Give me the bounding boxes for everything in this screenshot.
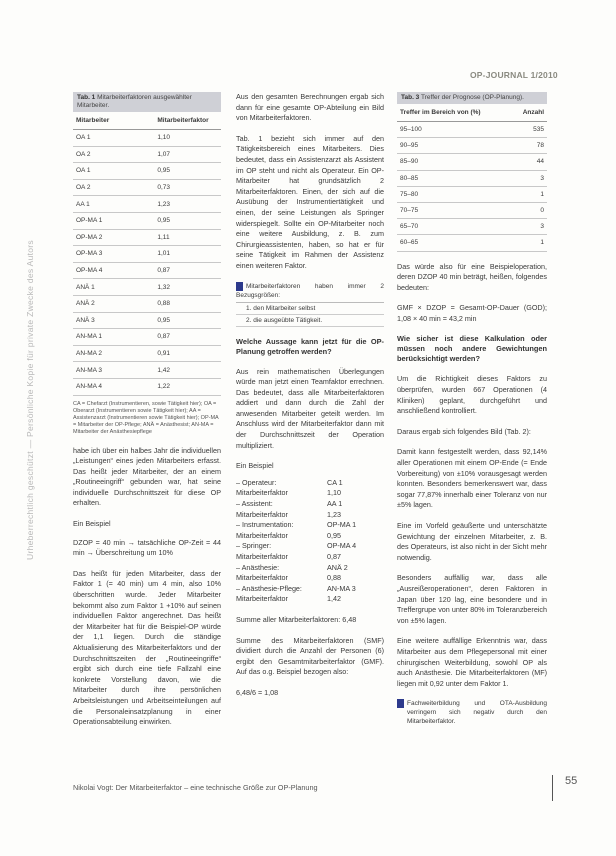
list-item [236, 552, 384, 563]
table-cell: 0,91 [154, 345, 221, 362]
page-number: 55 [565, 775, 578, 787]
team-role: Mitarbeiterfaktor [236, 594, 288, 604]
table-cell: OP-MA 3 [73, 246, 154, 263]
list-item [236, 541, 384, 552]
col3-formula: GMF × DZOP = Gesamt-OP-Dauer (GOD); 1,08 × 40 min = 43,2 min [397, 303, 547, 323]
team-role: Mitarbeiterfaktor [236, 573, 288, 583]
list-item [236, 594, 384, 605]
col3-paragraph: Besonders auffällig war, dass alle „Ausreißeroperationen“, deren Faktoren in Japan über 120 lag, eine besondere und in Treffergrupe von unter 80% im Toleranzbereich von ±5% lagen. [397, 573, 547, 625]
list-item [236, 531, 384, 542]
table-cell: 60–65 [397, 235, 511, 251]
table-cell: 80–85 [397, 170, 511, 186]
table-row [73, 362, 221, 379]
infobox-square-icon [236, 282, 243, 291]
table-cell: 3 [511, 219, 547, 235]
table-cell: 0,87 [154, 329, 221, 346]
column-1 [73, 92, 221, 738]
team-value: OP-MA 4 [327, 541, 357, 551]
infobox-square-icon [397, 699, 404, 708]
table-cell: ANÄ 3 [73, 312, 154, 329]
col1-paragraph: habe ich über ein halbes Jahr die individuellen „Leistungen“ eines jeden Mitarbeiters erfasst. Das heißt jeder Mitarbeiter, der an einem „Routineeingriff“ gebunden war, hat seine individuelle Durchschnittszeit für diese OP erhalten. [73, 445, 221, 508]
table-cell: 65–70 [397, 219, 511, 235]
team-role: Mitarbeiterfaktor [236, 552, 288, 561]
table-row [73, 378, 221, 395]
table-row [73, 345, 221, 362]
table-cell: AN-MA 1 [73, 329, 154, 346]
table-row [73, 295, 221, 312]
table-row [397, 138, 547, 154]
table1-label: Tab. 1 [77, 94, 96, 101]
col1-body [73, 446, 221, 728]
table1-title [73, 92, 221, 112]
table-cell: 1,07 [154, 146, 221, 163]
list-item [236, 584, 384, 595]
col3-paragraph: Eine weitere auffällige Erkenntnis war, dass Mitarbeiter aus dem Pflegepersonal mit einer chirurgischen Weiterbildung, sowohl OP als auch Anästhesie. Die Mitarbeiterfaktoren (MF) liegen mit 0,92 unter dem Faktor 1. [397, 636, 547, 688]
table-cell: 1,10 [154, 130, 221, 147]
table-cell: 1,23 [154, 196, 221, 213]
col3-paragraph: Damit kann festgestellt werden, dass 92,14% aller Operationen mit einem OP-Ende (= Ende Vorbereitung) von ±10% vorausgesagt werden konnten. Besonders bemerkenswert war, dass sogar 77,87% innerhalb einer Toleranz von nur ±5% lagen. [397, 447, 547, 510]
table-row [73, 146, 221, 163]
list-item [236, 488, 384, 499]
table-cell: ANÄ 1 [73, 279, 154, 296]
team-list [236, 478, 384, 605]
table1-caption: Mitarbeiterfaktoren ausgewählter Mitarbeiter. [77, 94, 192, 109]
col2-paragraph: Summe des Mitarbeiterfaktoren (SMF) dividiert durch die Anzahl der Personen (6) ergibt den Gesamtmitarbeiterfaktor (GMF). Auf das o.g. Beispiel bezogen also: [236, 635, 384, 677]
table-cell: OA 1 [73, 130, 154, 147]
col1-example-text: DZOP = 40 min → tatsächliche OP-Zeit = 44 min → Überschreitung um 10% [73, 537, 221, 558]
list-item [236, 499, 384, 510]
table-cell: OA 1 [73, 163, 154, 180]
col3-infobox-text: Fachweiterbildung und OTA-Ausbildung verringern sich negativ durch den Mitarbeiterfaktor. [407, 700, 547, 726]
table-cell: OP-MA 4 [73, 262, 154, 279]
table1-header: Mitarbeiterfaktor [154, 112, 221, 130]
table-cell: OA 2 [73, 146, 154, 163]
side-watermark: Urheberrechtlich geschützt — Persönliche Kopie für private Zwecke des Autors [25, 240, 35, 560]
table-row [73, 279, 221, 296]
table-cell: 95–100 [397, 122, 511, 138]
table-cell: 3 [511, 170, 547, 186]
table-cell: ANÄ 2 [73, 295, 154, 312]
table-cell: AN-MA 2 [73, 345, 154, 362]
table-cell: 1,11 [154, 229, 221, 246]
col2-heading: Welche Aussage kann jetzt für die OP-Planung getroffen werden? [236, 336, 384, 356]
team-value: ANÄ 2 [327, 562, 348, 572]
table1-header: Mitarbeiter [73, 112, 154, 130]
table-row [73, 163, 221, 180]
team-role: – Springer: [236, 541, 272, 551]
team-role: – Anästhesie-Pflege: [236, 583, 302, 593]
col2-paragraph: Tab. 1 bezieht sich immer auf den Tätigkeitsbereich eines Mitarbeiters. Dies bedeutet, dass ein Assistenzarzt als Assistent im OP steht und nicht als Operateur. Ein OP-Mitarbeiter hat grundsätzlich 2 Mitarbeiterfaktoren. Einen, der sich auf die Ausübung der Instrumentiertätigkeit und einen, der seine Leistungen als Springer widerspiegelt. Sollte ein OP-Mitarbeiter noch eine weitere Ausbildung, z. B. zum Chirurgieassistenten, haben, so hat er für seine Tätigkeit im Rahmen der Assistenz einen weiteren Faktor. [236, 133, 384, 270]
table-row [397, 186, 547, 202]
table1-footnotes: CA = Chefarzt (Instrumentieren, sowie Tätigkeit hier); OA = Oberarzt (Instrumentieren sowie Tätigkeit hier); AA = Assistenzarzt (Instrumentieren sowie Tätigkeit hier); OP-MA = Mitarbeiter der OP-Pflege; ANÄ = Anästhesist; AN-MA = Mitarbeiter der Anästhesiepflege [73, 400, 219, 436]
table-cell: 90–95 [397, 138, 511, 154]
infobox-item: 1. den Mitarbeiter selbst [236, 303, 384, 315]
team-role: Mitarbeiterfaktor [236, 530, 288, 540]
team-role: – Anästhesie: [236, 562, 280, 572]
team-role: – Instrumentation: [236, 520, 294, 530]
table-cell: 0 [511, 202, 547, 218]
table-cell: 535 [511, 122, 547, 138]
list-item [236, 520, 384, 531]
table-cell: 1,01 [154, 246, 221, 263]
table-cell: 1 [511, 235, 547, 251]
infobox-item: 2. die ausgeübte Tätigkeit. [236, 315, 384, 327]
col3-paragraph: Daraus ergab sich folgendes Bild (Tab. 2): [397, 426, 531, 436]
col3-paragraph: Eine im Vorfeld geäußerte und unterschätzte Gewichtung der einzelnen Mitarbeiter, z. B. des Operateurs, ist also nicht in der Sicht mehr notwendig. [397, 521, 547, 562]
list-item [236, 573, 384, 584]
table-row [73, 312, 221, 329]
table3-header: Treffer im Bereich von (%) [397, 104, 511, 122]
table-row [397, 235, 547, 251]
list-item [236, 563, 384, 574]
column-2 [236, 92, 384, 709]
table1 [73, 112, 221, 396]
footer-citation: Nikolai Vogt: Der Mitarbeiterfaktor – eine technische Größe zur OP-Planung [73, 783, 318, 792]
team-value: OP-MA 1 [327, 520, 357, 530]
col2-paragraph: Aus den gesamten Berechnungen ergab sich dann für eine gesamte OP-Abteilung ein Bild von Mitarbeiterfaktoren. [236, 92, 384, 123]
table-cell: 44 [511, 154, 547, 170]
table-cell: 0,95 [154, 163, 221, 180]
table-cell: OP-MA 2 [73, 229, 154, 246]
table-row [73, 212, 221, 229]
col2-sum-line: Summe aller Mitarbeiterfaktoren: 6,48 [236, 614, 357, 624]
column-3 [397, 92, 547, 736]
team-value: 0,88 [327, 573, 341, 583]
table-cell: 1,32 [154, 279, 221, 296]
table3-caption: Treffer der Prognose (OP-Planung). [421, 94, 524, 101]
table-row [73, 179, 221, 196]
col2-infobox [236, 282, 384, 327]
table-cell: AN-MA 3 [73, 362, 154, 379]
team-role: Mitarbeiterfaktor [236, 509, 288, 519]
table-cell: OP-MA 1 [73, 212, 154, 229]
team-value: 0,95 [327, 530, 341, 540]
table-cell: 75–80 [397, 186, 511, 202]
table-cell: 0,88 [154, 295, 221, 312]
table-row [397, 202, 547, 218]
table-cell: 0,95 [154, 312, 221, 329]
team-value: 1,23 [327, 509, 341, 519]
table-cell: 1 [511, 186, 547, 202]
team-value: 1,42 [327, 594, 341, 604]
table-row [73, 130, 221, 147]
col3-body [397, 262, 547, 727]
table-cell: 78 [511, 138, 547, 154]
col3-paragraph: Das würde also für eine Beispieloperation, deren DZOP 40 min beträgt, heißen, folgendes bedeuten: [397, 261, 547, 292]
col2-formula: 6,48/6 = 1,08 [236, 687, 279, 697]
table-cell: 70–75 [397, 202, 511, 218]
col1-example-heading: Ein Beispiel [73, 519, 111, 529]
team-value: 1,10 [327, 488, 341, 498]
table-row [397, 219, 547, 235]
col3-paragraph: Um die Richtigkeit dieses Faktors zu überprüfen, wurden 667 Operationen (4 Kliniken) geplant, durchgeführt und anschließend kontrolliert. [397, 374, 547, 416]
col2-paragraph: Aus rein mathematischen Überlegungen würde man jetzt einen Teamfaktor errechnen. Das bedeutet, dass alle Mitarbeiterfaktoren addiert und dann durch die Zahl der anwesenden Mitarbeiter geteilt werden. Im Anschluss wird der Mitarbeiterfaktor dann mit der Durchschnittszeit der Operation multipliziert. [236, 366, 384, 450]
table-row [73, 246, 221, 263]
table3-header: Anzahl [511, 104, 547, 122]
table-cell: AA 1 [73, 196, 154, 213]
table-row [397, 154, 547, 170]
table-cell: AN-MA 4 [73, 378, 154, 395]
table-row [73, 229, 221, 246]
col1-paragraph: Das heißt für jeden Mitarbeiter, dass der Faktor 1 (= 40 min) um 4 min, also 10% überschritten wurde. Jeder Mitarbeiter bekommt also zum Faktor 1 +10% auf seinen individuellen Faktor angerechnet. Das heißt der Mitarbeiter hat für die Beispiel-OP würde der 1,1 liegen. Durch die ständige Aktualisierung des Mitarbeiterfaktors und der Durchschnittszeiten der „Routineeingriffe“ ergibt sich durch eine tiefe Fallzahl eine konkrete Vorstellung davon, wie die Mitarbeiter durch ihre persönlichen Arbeitsleistungen und Arbeitseinteilungen auf die Personaleinsatzplanung in einer Operationsabteilung einwirken. [73, 568, 221, 727]
table-cell: 0,87 [154, 262, 221, 279]
table3 [397, 104, 547, 252]
table-cell: 85–90 [397, 154, 511, 170]
table-row [73, 262, 221, 279]
list-item [236, 478, 384, 489]
table3-title [397, 92, 547, 104]
col3-infobox [397, 699, 547, 726]
table-row [397, 122, 547, 138]
team-value: AN-MA 3 [327, 583, 356, 593]
team-role: – Operateur: [236, 477, 277, 487]
page-divider [552, 775, 553, 801]
table-cell: 1,22 [154, 378, 221, 395]
table-cell: 1,42 [154, 362, 221, 379]
infobox-title: Mitarbeiterfaktoren haben immer 2 Bezugsgrößen: [236, 282, 384, 299]
col3-heading: Wie sicher ist diese Kalkulation oder müssen noch andere Gewichtungen berücksichtigt werden? [397, 334, 547, 364]
table3-label: Tab. 3 [401, 94, 420, 101]
table-cell: 0,95 [154, 212, 221, 229]
table-row [397, 170, 547, 186]
team-role: – Assistent: [236, 499, 273, 509]
table-row [73, 329, 221, 346]
team-role: Mitarbeiterfaktor [236, 488, 288, 498]
list-item [236, 510, 384, 521]
table-row [73, 196, 221, 213]
col2-example-heading: Ein Beispiel [236, 461, 274, 471]
team-value: AA 1 [327, 499, 343, 509]
team-value: 0,87 [327, 552, 341, 561]
table-cell: OA 2 [73, 179, 154, 196]
table-cell: 0,73 [154, 179, 221, 196]
team-value: CA 1 [327, 477, 343, 487]
journal-header: OP-JOURNAL 1/2010 [470, 70, 558, 80]
